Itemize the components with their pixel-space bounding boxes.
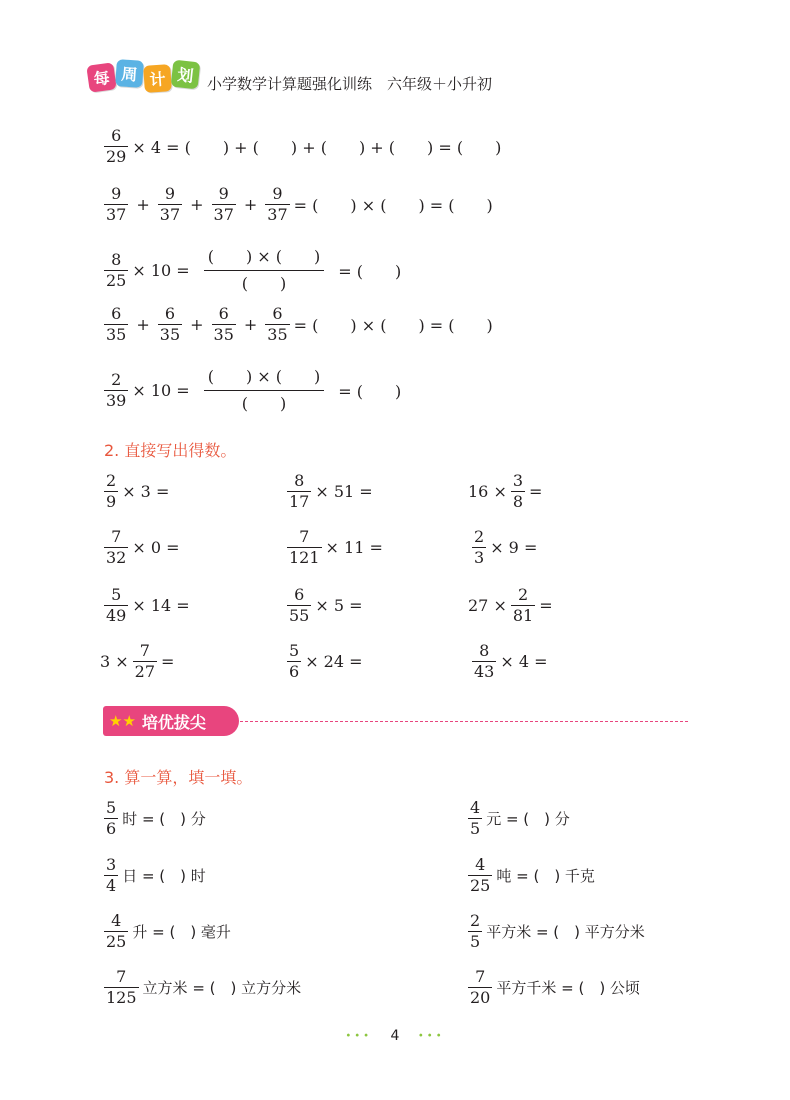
dots-decoration: ••• — [345, 1030, 373, 1042]
suffix: = — [529, 481, 543, 501]
conversion-text: 时 = ( ) 分 — [122, 809, 206, 828]
section-3-title: 3. 算一算，填一填。 — [104, 768, 253, 787]
plus-sign: + — [190, 194, 204, 214]
fraction: $\frac{7}{27}$ — [134, 640, 156, 681]
level-banner — [103, 706, 239, 736]
star-icon: ★★ — [109, 712, 136, 730]
dashed-divider — [240, 721, 688, 722]
fraction: $\frac{8}{17}$ — [289, 470, 310, 511]
fraction: $\frac{5}{6}$ — [106, 797, 117, 838]
calc-item — [468, 466, 542, 516]
conversion-text: 元 = ( ) 分 — [486, 809, 570, 828]
plus-sign: + — [243, 194, 258, 214]
suffix: = — [539, 595, 553, 615]
calc-item — [283, 580, 363, 630]
multiply-text: × 10 = — [132, 260, 190, 280]
conversion-text: 立方米 = ( ) 立方分米 — [142, 978, 302, 997]
blank-fraction: ( ) × ( ) ( ) — [198, 246, 331, 295]
logo-tile: 周 — [115, 59, 144, 88]
fraction: $\frac{5}{6}$ — [289, 640, 300, 681]
fraction: $\frac{3}{8}$ — [512, 470, 524, 511]
fraction: $\frac{5}{49}$ — [106, 584, 127, 625]
calc-item — [468, 580, 553, 630]
prefix: 3 × — [100, 651, 129, 671]
blank-fraction: ( ) × ( ) ( ) — [198, 366, 331, 415]
dots-decoration: ••• — [417, 1030, 445, 1042]
calc-item — [283, 636, 363, 686]
fraction: $\frac{2}{9}$ — [106, 470, 117, 511]
fraction: $\frac{9}{37}$ — [267, 183, 288, 224]
fraction: $\frac{6}{29}$ — [106, 125, 127, 166]
fraction: $\frac{4}{25}$ — [470, 854, 491, 895]
unit-conversion-item — [464, 906, 645, 956]
equation-tail: = ( ) — [338, 261, 402, 281]
conversion-text: 升 = ( ) 毫升 — [132, 922, 231, 941]
calc-item — [100, 580, 190, 630]
banner-label: 培优拔尖 — [141, 712, 206, 732]
conversion-text: 平方米 = ( ) 平方分米 — [486, 922, 645, 941]
prefix: 27 × — [468, 595, 507, 615]
unit-conversion-item — [100, 793, 206, 843]
fraction: $\frac{7}{32}$ — [106, 526, 127, 567]
suffix: × 5 = — [315, 595, 363, 615]
unit-conversion-item — [100, 850, 206, 900]
suffix: × 9 = — [490, 537, 538, 557]
fraction: $\frac{2}{3}$ — [474, 526, 485, 567]
equation-tail: = ( ) — [338, 381, 402, 401]
prefix: 16 × — [468, 481, 507, 501]
suffix: × 0 = — [132, 537, 180, 557]
calc-item — [468, 636, 548, 686]
logo-tile: 每 — [86, 62, 116, 92]
fraction: $\frac{8}{43}$ — [474, 640, 495, 681]
multiply-text: × 10 = — [132, 380, 190, 400]
fraction: $\frac{3}{4}$ — [106, 854, 117, 895]
fill-row-5 — [100, 364, 401, 416]
fraction: $\frac{2}{39}$ — [106, 369, 127, 410]
fill-row-4 — [100, 298, 493, 350]
fraction: $\frac{9}{37}$ — [106, 183, 127, 224]
unit-conversion-item — [464, 793, 570, 843]
suffix: = — [161, 651, 175, 671]
fraction: $\frac{7}{20}$ — [470, 966, 491, 1007]
calc-item — [100, 466, 169, 516]
fraction: $\frac{6}{35}$ — [213, 303, 234, 344]
suffix: × 4 = — [500, 651, 548, 671]
book-title: 小学数学计算题强化训练 六年级＋小升初 — [207, 75, 493, 93]
suffix: × 3 = — [122, 481, 170, 501]
fraction: $\frac{7}{125}$ — [106, 966, 137, 1007]
calc-item — [283, 522, 383, 572]
fill-row-1 — [100, 120, 501, 172]
series-logo — [88, 58, 200, 96]
suffix: × 11 = — [325, 537, 383, 557]
plus-sign: + — [136, 314, 150, 334]
plus-sign: + — [136, 194, 150, 214]
calc-item — [100, 522, 180, 572]
suffix: × 24 = — [305, 651, 363, 671]
calc-item — [468, 522, 537, 572]
fraction: $\frac{8}{25}$ — [106, 249, 127, 290]
suffix: × 14 = — [132, 595, 190, 615]
unit-conversion-item — [100, 906, 231, 956]
unit-conversion-item — [100, 962, 301, 1012]
section-2-title: 2. 直接写出得数。 — [104, 441, 237, 460]
plus-sign: + — [243, 314, 258, 334]
unit-conversion-item — [464, 962, 640, 1012]
conversion-text: 平方千米 = ( ) 公顷 — [496, 978, 640, 997]
fraction: $\frac{6}{35}$ — [159, 303, 181, 344]
logo-tile: 划 — [171, 60, 201, 90]
logo-tile: 计 — [143, 64, 172, 93]
fill-row-2 — [100, 178, 493, 230]
equation-tail: × 4 = ( ) + ( ) + ( ) + ( ) = ( ) — [132, 137, 502, 157]
fraction: $\frac{4}{25}$ — [106, 910, 127, 951]
fill-row-3 — [100, 244, 401, 296]
calc-item — [283, 466, 373, 516]
fraction: $\frac{2}{5}$ — [470, 910, 481, 951]
fraction: $\frac{6}{35}$ — [267, 303, 288, 344]
fraction: $\frac{6}{55}$ — [289, 584, 310, 625]
calc-item — [100, 636, 174, 686]
page-number: 4 — [390, 1028, 400, 1044]
fraction: $\frac{9}{37}$ — [159, 183, 181, 224]
suffix: × 51 = — [315, 481, 373, 501]
page-footer — [0, 1028, 790, 1044]
equation-tail: = ( ) × ( ) = ( ) — [293, 195, 493, 215]
fraction: $\frac{2}{81}$ — [512, 584, 534, 625]
fraction: $\frac{7}{121}$ — [289, 526, 320, 567]
plus-sign: + — [190, 314, 204, 334]
conversion-text: 日 = ( ) 时 — [122, 866, 206, 885]
unit-conversion-item — [464, 850, 595, 900]
fraction: $\frac{4}{5}$ — [470, 797, 481, 838]
equation-tail: = ( ) × ( ) = ( ) — [293, 315, 493, 335]
fraction: $\frac{6}{35}$ — [106, 303, 127, 344]
fraction: $\frac{9}{37}$ — [213, 183, 234, 224]
conversion-text: 吨 = ( ) 千克 — [496, 866, 595, 885]
